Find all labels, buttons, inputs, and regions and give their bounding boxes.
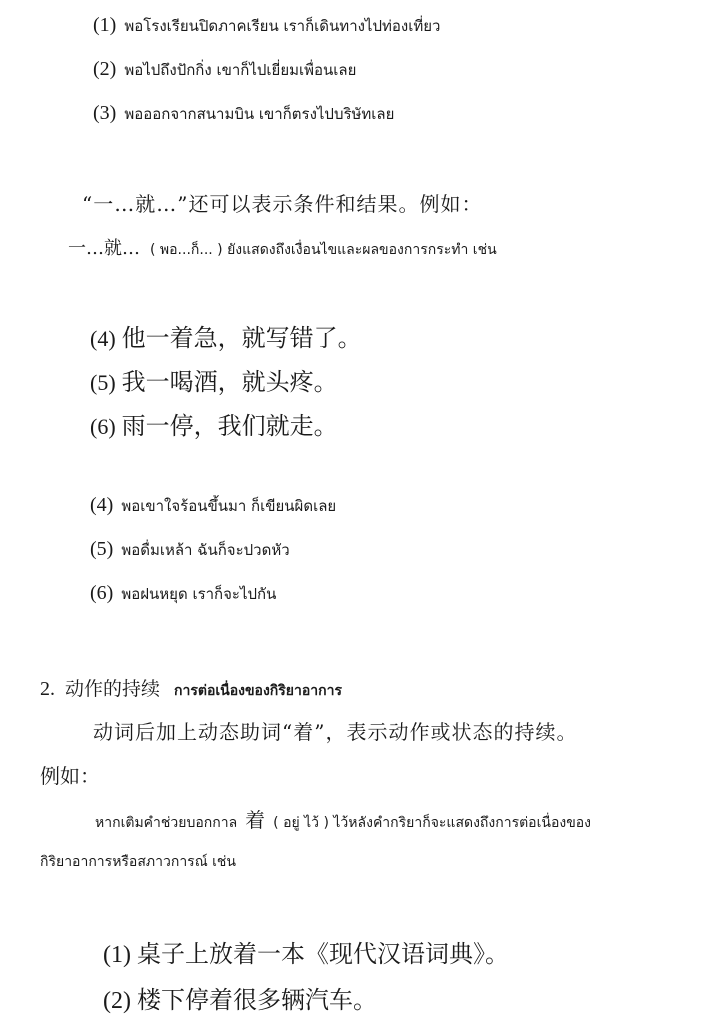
section-2-example-1: [103, 934, 509, 969]
example-number: (6): [90, 414, 116, 439]
example-number: (2): [103, 988, 131, 1014]
section-number: 2.: [40, 678, 55, 700]
section-2-thai-line-2: กิริยาอาการหรือสภาวการณ์ เช่น: [40, 854, 236, 870]
particle-zhe: 着: [245, 808, 266, 832]
example-text: 我一喝酒，就头疼。: [121, 368, 338, 396]
example-number: (3): [93, 102, 117, 124]
pattern: 一…就…: [68, 238, 140, 259]
section-2-heading: [40, 674, 342, 702]
example-text: 他一着急，就写错了。: [121, 324, 362, 352]
section-title-zh: 动作的持续: [65, 678, 161, 700]
example-text: พอไปถึงปักกิ่ง เขาก็ไปเยี่ยมเพื่อนเลย: [124, 61, 357, 79]
thai-text-part-2: ( อยู่ ไว้ ) ไว้หลังคำกริยาก็จะแสดงถึงการต่อเนื่องของ: [273, 815, 592, 831]
example-number: (2): [93, 58, 117, 80]
section-2-example-2: [103, 980, 377, 1015]
example-text: พอโรงเรียนปิดภาคเรียน เราก็เดินทางไปท่องเที่ยว: [124, 17, 441, 35]
pattern-thai-text: ( พอ...ก็... ) ยังแสดงถึงเงื่อนไขและผลของการกระทำ เช่น: [150, 242, 497, 258]
section-2-paragraph-line-2: 例如：: [40, 764, 100, 788]
example-number: (6): [90, 582, 114, 604]
chinese-example-4: [90, 318, 362, 353]
thai-example-1: [93, 14, 440, 38]
section-2-thai-line-1: [95, 804, 591, 834]
example-text: พอฝนหยุด เราก็จะไปกัน: [121, 585, 277, 603]
example-text: 雨一停，我们就走。: [121, 412, 338, 440]
example-text: พอออกจากสนามบิน เขาก็ตรงไปบริษัทเลย: [124, 105, 395, 123]
chinese-example-6: [90, 406, 338, 441]
example-number: (1): [103, 942, 131, 968]
example-number: (5): [90, 538, 114, 560]
example-number: (4): [90, 494, 114, 516]
thai-example-2: [93, 58, 356, 82]
section-title-thai: การต่อเนื่องของกิริยาอาการ: [174, 683, 342, 699]
example-text: 楼下停着很多辆汽车。: [136, 986, 377, 1014]
example-number: (1): [93, 14, 117, 36]
pattern-explanation-thai: [68, 234, 497, 261]
thai-text-part-1: หากเติมคำช่วยบอกกาล: [95, 815, 238, 831]
example-number: (4): [90, 326, 116, 351]
section-2-paragraph-line-1: 动词后加上动态助词“着”，表示动作或状态的持续。: [93, 720, 578, 744]
example-text: 桌子上放着一本《现代汉语词典》。: [136, 940, 509, 968]
example-text: พอเขาใจร้อนขึ้นมา ก็เขียนผิดเลย: [121, 497, 337, 515]
thai-example-6: [90, 582, 276, 606]
example-number: (5): [90, 370, 116, 395]
zh-explanation: “一…就…”还可以表示条件和结果。例如：: [82, 192, 483, 216]
chinese-example-5: [90, 362, 338, 397]
thai-example-3: [93, 102, 394, 126]
example-text: พอดื่มเหล้า ฉันก็จะปวดหัว: [121, 541, 290, 559]
thai-example-5: [90, 538, 290, 562]
thai-example-4: [90, 494, 336, 518]
